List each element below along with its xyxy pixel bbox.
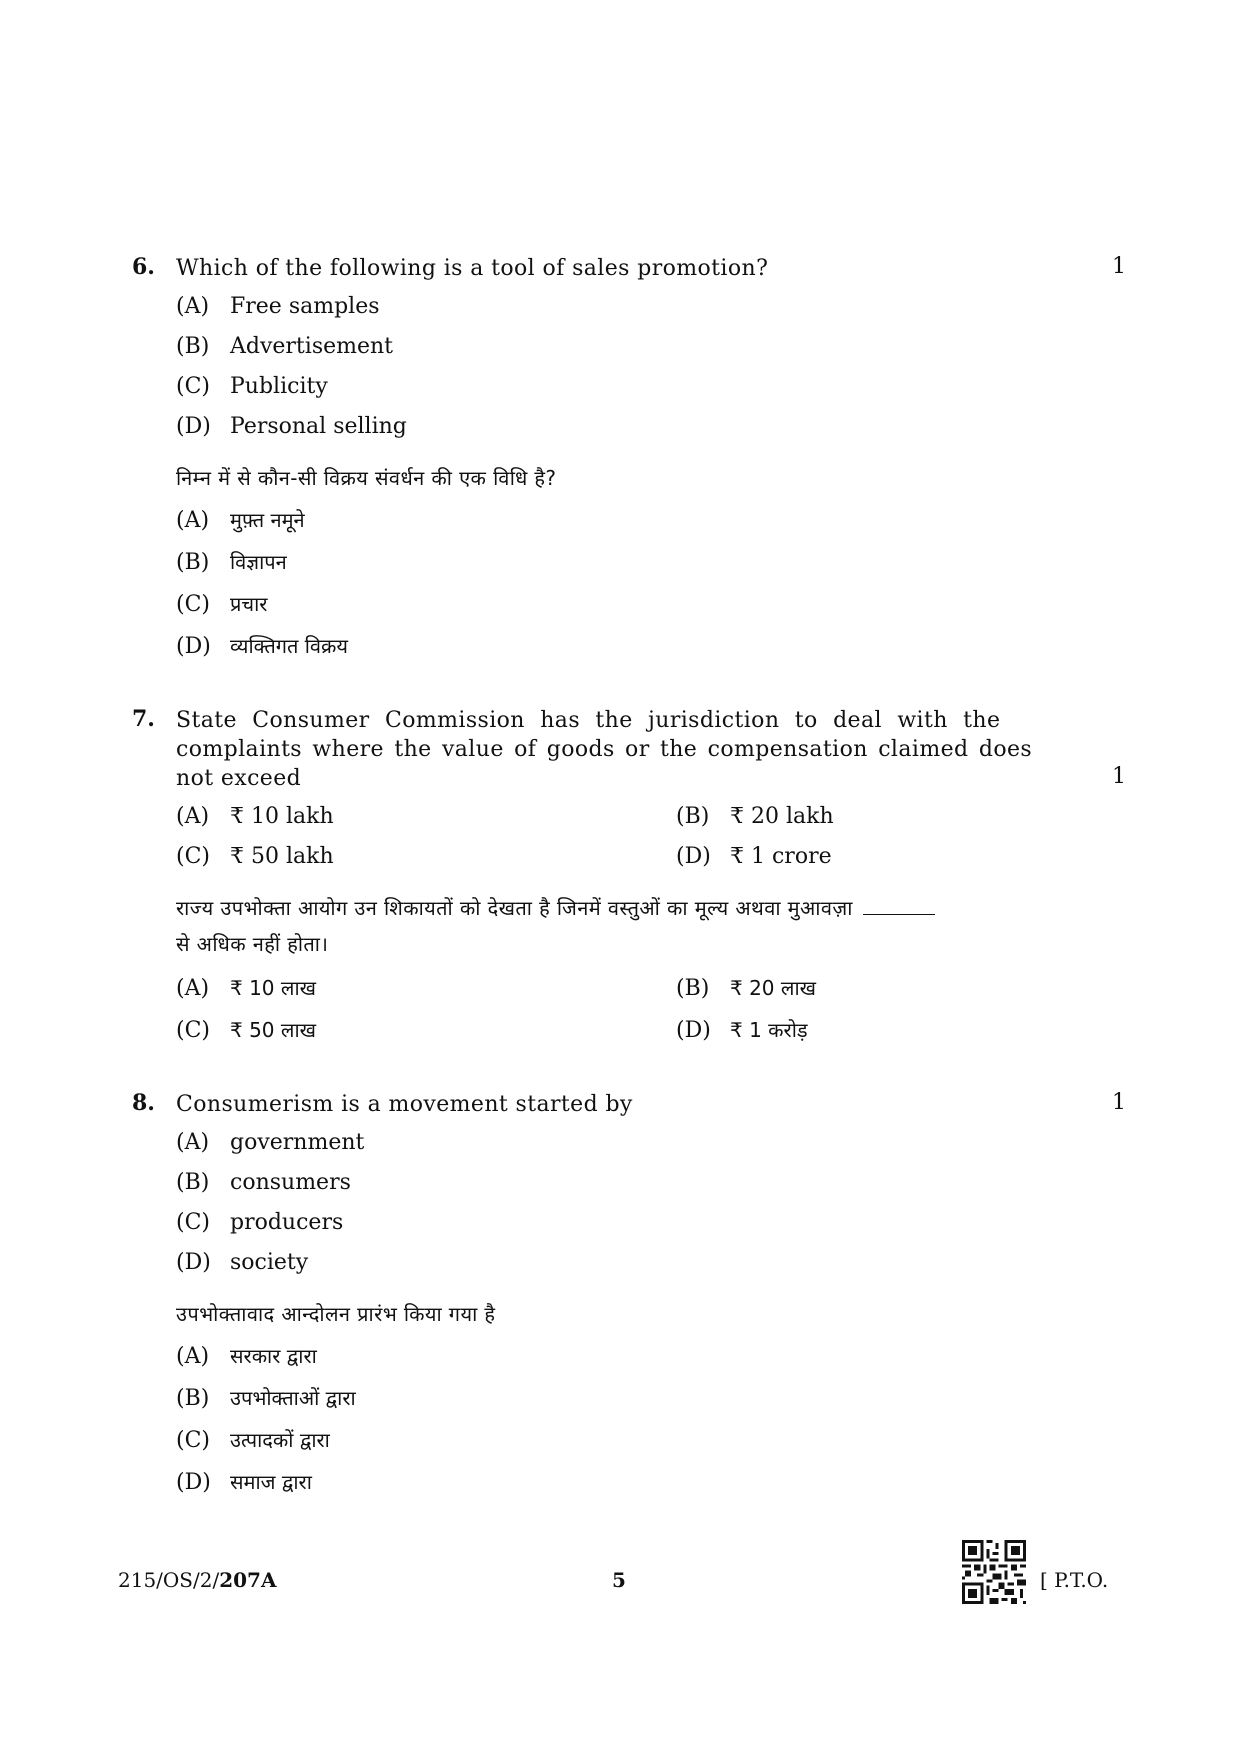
question-text-line2: complaints where the value of goods or the compensation claimed does — [176, 737, 1033, 762]
option-d: (D) society — [176, 1250, 309, 1275]
option-c-hindi: (C) ₹ 50 लाख — [176, 1018, 316, 1043]
question-text-line1: State Consumer Commission has the jurisdiction to deal with the — [176, 708, 1001, 733]
option-d: (D) Personal selling — [176, 414, 407, 439]
option-c: (C) producers — [176, 1210, 344, 1235]
question-number: 7. — [132, 706, 155, 732]
option-a: (A) government — [176, 1130, 365, 1155]
paper-code: 215/OS/2/207A — [118, 1568, 277, 1592]
option-d-hindi: (D) ₹ 1 करोड़ — [676, 1018, 808, 1043]
option-b-hindi: (B) ₹ 20 लाख — [676, 976, 816, 1001]
question-text-hindi: निम्न में से कौन-सी विक्रय संवर्धन की एक विधि है? — [176, 466, 557, 490]
option-a-hindi: (A) ₹ 10 लाख — [176, 976, 316, 1001]
marks: 1 — [1112, 254, 1126, 279]
option-c: (C) ₹ 50 lakh — [176, 844, 334, 869]
page-number: 5 — [612, 1568, 626, 1592]
question-text-hindi: उपभोक्तावाद आन्दोलन प्रारंभ किया गया है — [176, 1302, 496, 1326]
option-c-hindi: (C) उत्पादकों द्वारा — [176, 1428, 330, 1453]
question-text-hindi-line2: से अधिक नहीं होता। — [176, 932, 329, 956]
option-a-hindi: (A) मुफ़्त नमूने — [176, 508, 305, 533]
question-number: 8. — [132, 1090, 155, 1116]
option-b-hindi: (B) उपभोक्ताओं द्वारा — [176, 1386, 356, 1411]
option-b: (B) ₹ 20 lakh — [676, 804, 834, 829]
option-a-hindi: (A) सरकार द्वारा — [176, 1344, 317, 1369]
marks: 1 — [1112, 1090, 1126, 1115]
question-text: Consumerism is a movement started by — [176, 1092, 633, 1117]
question-text: Which of the following is a tool of sales promotion? — [176, 256, 769, 281]
question-text-line3: not exceed — [176, 766, 302, 791]
option-b-hindi: (B) विज्ञापन — [176, 550, 287, 575]
qr-code-icon — [962, 1540, 1026, 1604]
option-d: (D) ₹ 1 crore — [676, 844, 832, 869]
option-a: (A) ₹ 10 lakh — [176, 804, 334, 829]
option-d-hindi: (D) व्यक्तिगत विक्रय — [176, 634, 349, 659]
option-c: (C) Publicity — [176, 374, 328, 399]
question-number: 6. — [132, 254, 155, 280]
question-text-hindi-line1: राज्य उपभोक्ता आयोग उन शिकायतों को देखता है जिनमें वस्तुओं का मूल्य अथवा मुआवज़ा — [176, 894, 935, 923]
option-c-hindi: (C) प्रचार — [176, 592, 268, 617]
option-d-hindi: (D) समाज द्वारा — [176, 1470, 312, 1495]
option-b: (B) Advertisement — [176, 334, 394, 359]
please-turn-over: [ P.T.O. — [1040, 1568, 1109, 1592]
option-b: (B) consumers — [176, 1170, 351, 1195]
option-a: (A) Free samples — [176, 294, 380, 319]
marks: 1 — [1112, 764, 1126, 789]
answer-blank — [863, 894, 935, 915]
